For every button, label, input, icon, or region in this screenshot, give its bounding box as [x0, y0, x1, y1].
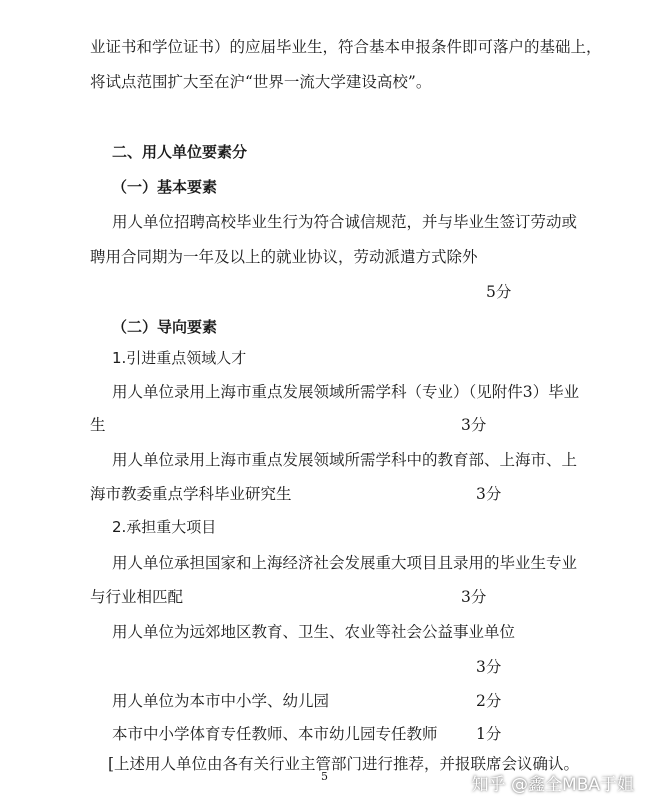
body-text: 将试点范围扩大至在沪“世界一流大学建设高校”。 — [90, 73, 432, 91]
body-text: 用人单位为本市中小学、幼儿园 — [112, 692, 330, 710]
score-label: 5分 — [486, 283, 512, 301]
subsection-heading: （一）基本要素 — [112, 178, 218, 196]
watermark: 知乎 @鑫全MBA于姐 — [471, 775, 634, 795]
body-text: 本市中小学体育专任教师、本市幼儿园专任教师 — [112, 725, 438, 743]
item-heading: 2.承担重大项目 — [112, 518, 217, 536]
score-label: 3分 — [461, 416, 487, 434]
subsection-heading: （二）导向要素 — [112, 318, 218, 336]
score-label: 3分 — [476, 485, 502, 503]
body-text: 与行业相匹配 — [90, 588, 184, 606]
score-label: 2分 — [476, 692, 502, 710]
bracket-note: [上述用人单位由各有关行业主管部门进行推荐，并报联席会议确认。 — [108, 755, 580, 773]
body-text: 用人单位承担国家和上海经济社会发展重大项目且录用的毕业生专业 — [112, 554, 578, 572]
body-text: 用人单位录用上海市重点发展领域所需学科（专业）（见附件3）毕业 — [112, 383, 580, 401]
section-heading: 二、用人单位要素分 — [112, 143, 248, 161]
item-heading: 1.引进重点领域人才 — [112, 349, 247, 367]
body-text: 用人单位招聘高校毕业生行为符合诚信规范，并与毕业生签订劳动或 — [112, 213, 578, 231]
body-text: 海市教委重点学科毕业研究生 — [90, 485, 292, 503]
body-text: 用人单位为远郊地区教育、卫生、农业等社会公益事业单位 — [112, 623, 516, 641]
body-text: 生 — [90, 416, 106, 434]
score-label: 3分 — [461, 588, 487, 606]
score-label: 3分 — [476, 658, 502, 676]
body-text: 聘用合同期为一年及以上的就业协议，劳动派遣方式除外 — [90, 248, 478, 266]
page-number: 5 — [321, 770, 328, 783]
body-text: 用人单位录用上海市重点发展领域所需学科中的教育部、上海市、上 — [112, 451, 578, 469]
score-label: 1分 — [476, 725, 502, 743]
body-text: 业证书和学位证书）的应届毕业生，符合基本申报条件即可落户的基础上， — [90, 38, 602, 56]
